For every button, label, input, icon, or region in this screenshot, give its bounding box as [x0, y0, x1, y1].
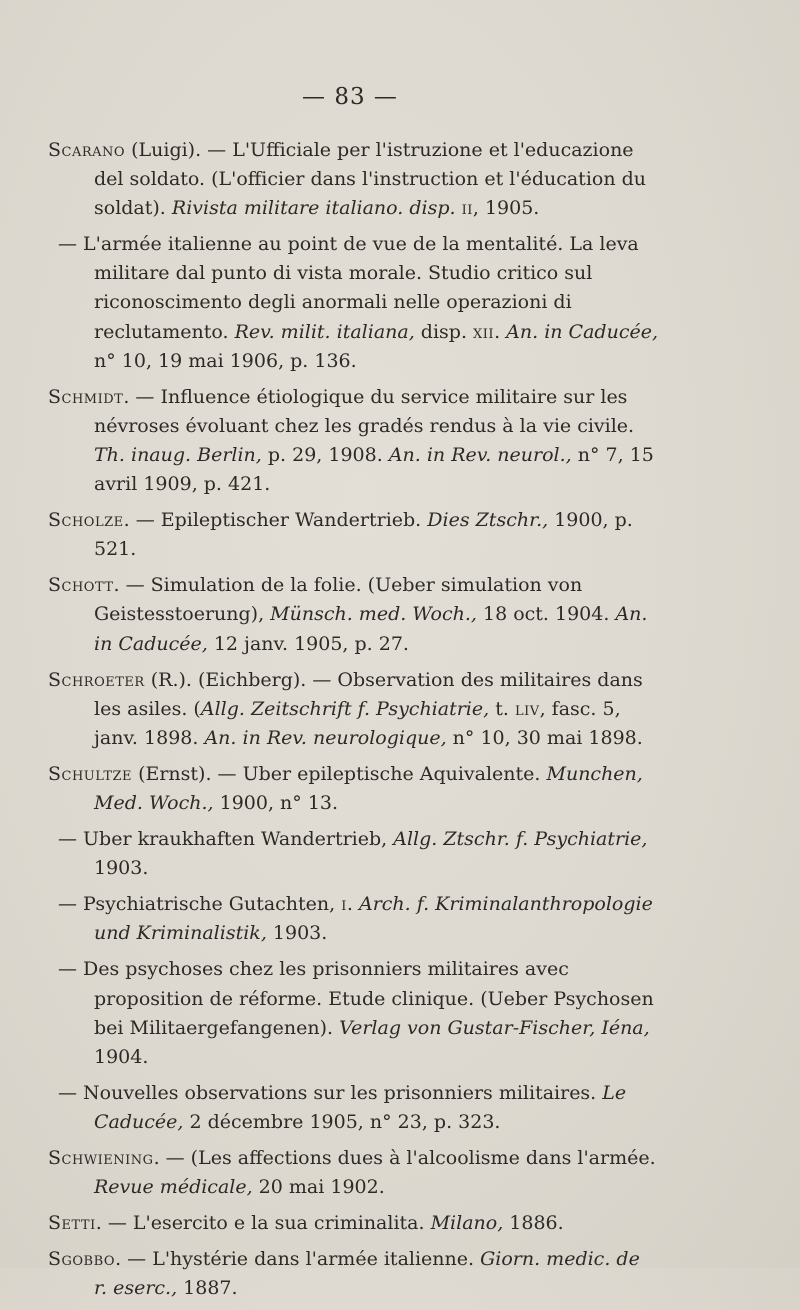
author-name: Schwiening	[48, 1147, 154, 1169]
entry-text: . — (Les affections dues à l'alcoolisme dans l'armée.	[153, 1147, 656, 1169]
entry-text: 1886.	[503, 1212, 564, 1235]
source-title: Revue médicale,	[94, 1176, 253, 1199]
entry-text: 1903.	[94, 857, 149, 880]
bibliography-subentry	[48, 890, 658, 948]
entry-text: 1900, p. 521.	[94, 509, 633, 561]
author-name: Scholze	[48, 509, 124, 532]
author-name: Schmidt	[48, 385, 124, 408]
volume-numeral: liv	[514, 697, 540, 720]
source-title: Münsch. med. Woch.,	[270, 603, 477, 626]
entry-text: .	[494, 320, 507, 343]
bibliography-entry	[48, 1144, 658, 1202]
bibliography-entry	[48, 760, 658, 818]
volume-numeral: i	[341, 893, 347, 916]
entry-text: (Ernst). — Uber epileptische Aquivalente.	[132, 762, 547, 785]
entry-text: 1903.	[266, 922, 328, 945]
source-title: Verlag von Gustar-Fischer, Iéna,	[339, 1016, 650, 1039]
entry-text: 20 mai 1902.	[252, 1176, 385, 1199]
bibliography-entry	[48, 666, 658, 753]
author-name: Scarano	[48, 139, 126, 161]
entry-text: 18 oct. 1904.	[476, 603, 616, 626]
entry-text: t.	[489, 697, 515, 720]
entry-text: . — Influence étiologique du service militaire sur les névroses évoluant chez les gradés rendus à la vie civile.	[94, 385, 635, 437]
bibliography-entry	[48, 136, 658, 223]
author-name: Sgobbo	[48, 1248, 116, 1271]
entry-text: 1900, n° 13.	[213, 791, 339, 814]
author-name: Setti	[48, 1212, 96, 1235]
page-number: — 83 —	[302, 84, 398, 110]
entry-text: n° 10, 19 mai 1906, p. 136.	[94, 349, 357, 372]
source-title: Arch. f. Kriminalanthropologie und Kriminalistik,	[94, 893, 653, 945]
volume-numeral: xii	[473, 320, 495, 343]
source-title: An. in Rev. neurol.,	[388, 443, 572, 466]
bibliography-entry	[48, 1209, 658, 1238]
source-title: Giorn. medic. de r. eserc.,	[94, 1248, 640, 1300]
entry-text: 1887.	[177, 1277, 238, 1300]
bibliography-subentry	[48, 230, 658, 375]
volume-numeral: ii	[461, 197, 473, 220]
source-title: Milano,	[430, 1212, 504, 1235]
source-title: Le Caducée,	[94, 1081, 627, 1133]
entry-text: . — L'esercito e la sua criminalita.	[95, 1212, 431, 1235]
bibliography-entry	[48, 1245, 658, 1303]
bibliography-subentry	[48, 1079, 658, 1137]
entry-text: . — L'hystérie dans l'armée italienne.	[115, 1248, 481, 1271]
entry-text: (R.). (Eichberg). — Observation des militaires dans les asiles. (	[94, 668, 643, 720]
bibliography-subentry	[48, 955, 658, 1071]
entry-text: n° 7, 15 avril 1909, p. 421.	[94, 443, 654, 496]
source-title: Dies Ztschr.,	[427, 509, 549, 532]
bibliography-entry	[48, 383, 658, 499]
entry-text: , 1905.	[472, 197, 540, 220]
source-title: An. in Caducée,	[506, 320, 658, 343]
entry-text: — Des psychoses chez les prisonniers militaires avec proposition de réforme. Etude clinique. (Ueber Psychosen bei Militaergefangenen).	[58, 958, 654, 1039]
source-title: Rivista militare italiano. disp.	[171, 197, 456, 220]
source-title: Allg. Zeitschrift f. Psychiatrie,	[200, 697, 490, 720]
entry-text: p. 29, 1908.	[261, 443, 389, 466]
source-title: Munchen, Med. Woch.,	[94, 762, 643, 814]
author-name: Schroeter	[48, 668, 145, 691]
author-name: Schott	[48, 574, 114, 597]
source-title: Th. inaug. Berlin,	[94, 443, 262, 466]
entry-text: n° 10, 30 mai 1898.	[446, 726, 643, 749]
entry-text: (Luigi). — L'Ufficiale per l'istruzione et l'educazione del soldato. (L'officier dans l'instruction et l'éducation du soldat).	[94, 139, 647, 220]
entry-text: 2 décembre 1905, n° 23, p. 323.	[183, 1110, 501, 1133]
author-name: Schultze	[48, 762, 133, 785]
entry-text: — Nouvelles observations sur les prisonniers militaires.	[58, 1081, 603, 1104]
bibliography-list	[48, 136, 658, 1310]
source-title: Allg. Ztschr. f. Psychiatrie,	[393, 828, 648, 851]
source-title: Rev. milit. italiana,	[234, 320, 415, 343]
entry-text: — Psychiatrische Gutachten,	[58, 893, 342, 916]
entry-text: 12 janv. 1905, p. 27.	[207, 632, 409, 655]
entry-text: . — Simulation de la folie. (Ueber simulation von Geistesstoerung),	[94, 574, 583, 626]
source-title: An. in Caducée,	[94, 603, 648, 655]
source-title: An. in Rev. neurologique,	[204, 726, 447, 749]
entry-text: 1904.	[94, 1045, 149, 1068]
entry-text: .	[346, 893, 359, 916]
bibliography-entry	[48, 506, 658, 564]
entry-text: disp.	[414, 320, 474, 343]
entry-text: . — Epileptischer Wandertrieb.	[123, 509, 428, 532]
entry-text: — Uber kraukhaften Wandertrieb,	[58, 828, 394, 851]
bibliography-subentry	[48, 825, 658, 883]
entry-text: , fasc. 5, janv. 1898.	[94, 697, 621, 749]
entry-text: — L'armée italienne au point de vue de la mentalité. La leva militare dal punto di vista morale. Studio critico sul riconoscimento degli anormali nelle operazioni di reclutamento.	[58, 233, 639, 343]
bibliography-entry	[48, 571, 658, 658]
